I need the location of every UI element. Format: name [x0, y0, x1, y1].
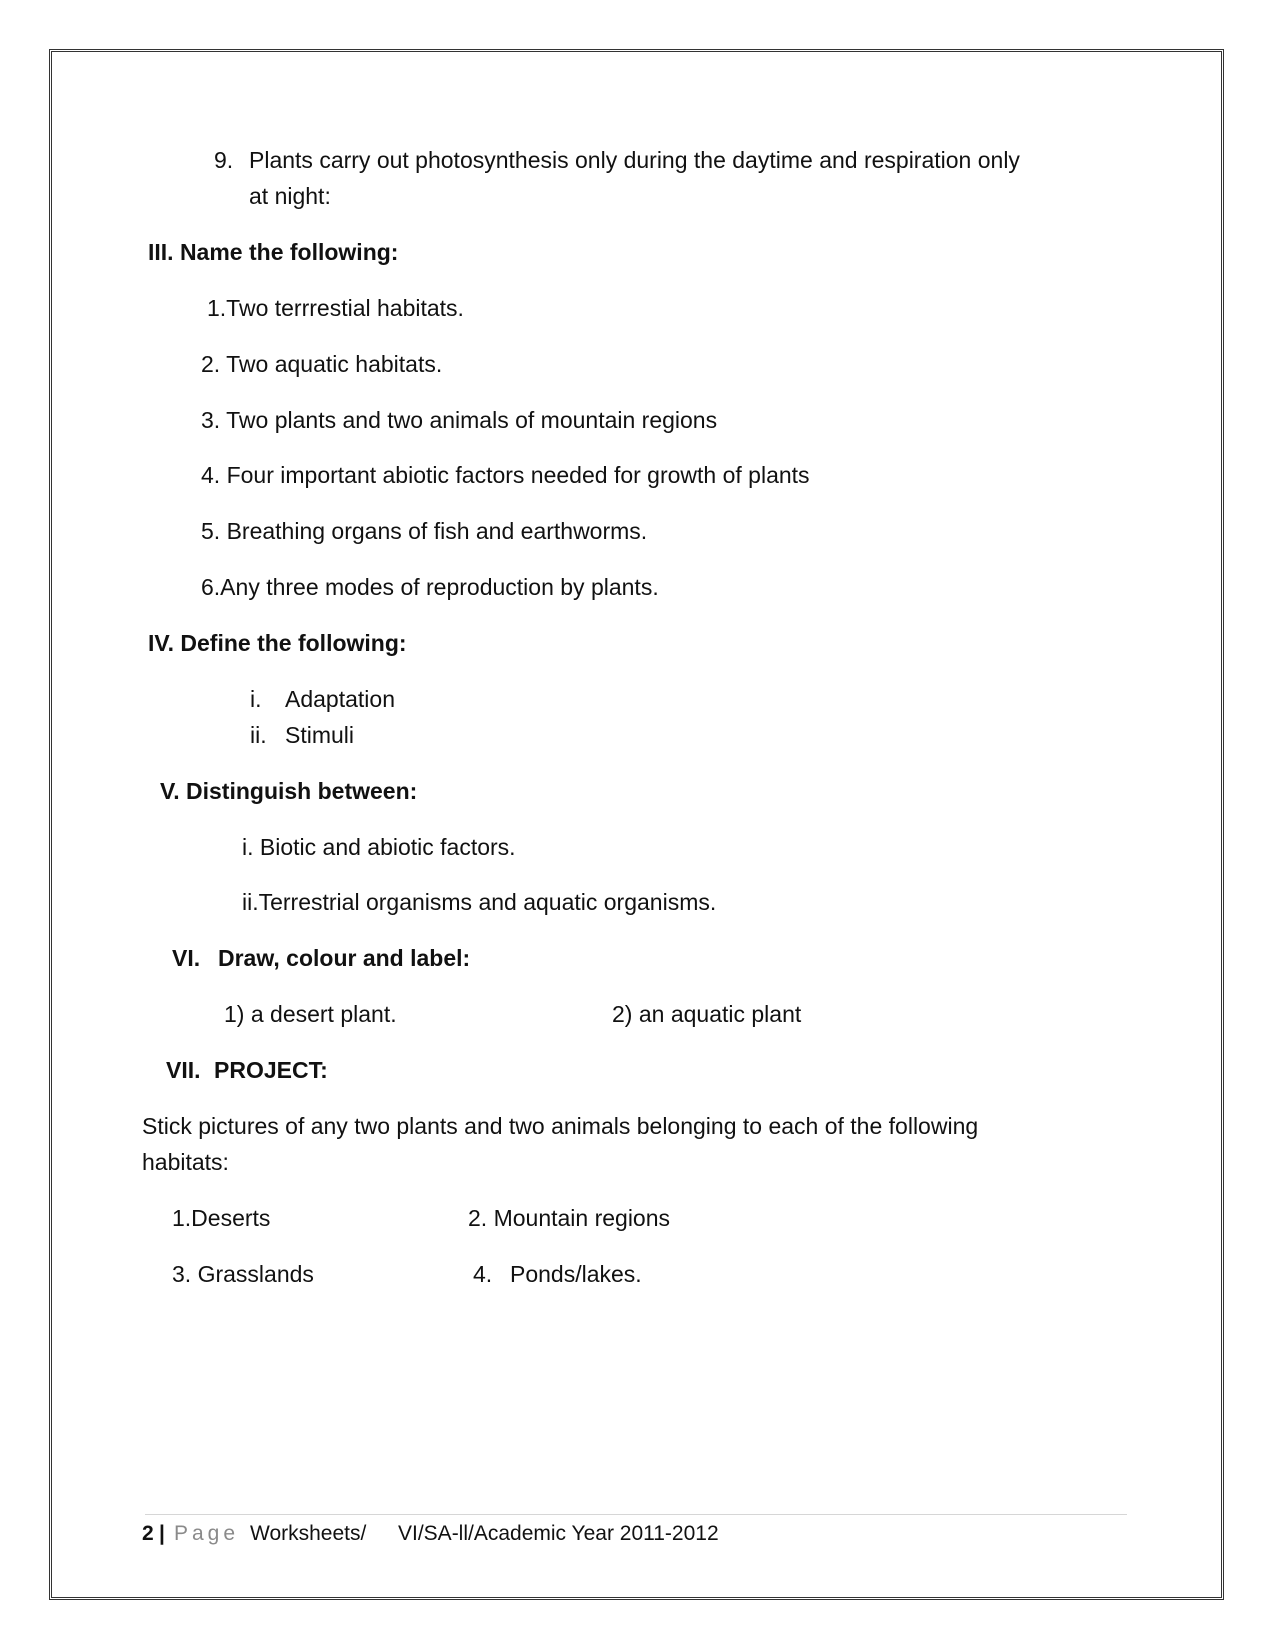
- section3-item-6: 6.Any three modes of reproduction by plants.: [201, 574, 659, 600]
- section5-item-1: i. Biotic and abiotic factors.: [242, 834, 516, 860]
- q9-text-line2: at night:: [249, 183, 331, 209]
- section7-item-4-number: 4.: [473, 1261, 493, 1287]
- footer-worksheets: Worksheets/: [250, 1522, 367, 1545]
- section7-item-4-text: Ponds/lakes.: [510, 1261, 642, 1287]
- section7-item-3: 3. Grasslands: [172, 1261, 314, 1287]
- footer-rule: [145, 1514, 1127, 1515]
- section3-heading: III. Name the following:: [148, 239, 399, 265]
- section7-heading: PROJECT:: [214, 1057, 328, 1083]
- section7-text-line1: Stick pictures of any two plants and two animals belonging to each of the following: [142, 1113, 979, 1139]
- footer-separator: |: [159, 1522, 165, 1545]
- section6-item-1: 1) a desert plant.: [224, 1001, 397, 1027]
- section3-item-4: 4. Four important abiotic factors needed for growth of plants: [201, 462, 810, 488]
- section7-number: VII.: [166, 1057, 201, 1083]
- section7-text-line2: habitats:: [142, 1149, 229, 1175]
- section6-number: VI.: [172, 945, 201, 971]
- section4-item-2-number: ii.: [250, 722, 267, 748]
- footer-academic-year: VI/SA-ll/Academic Year 2011-2012: [398, 1522, 719, 1545]
- section6-heading: Draw, colour and label:: [218, 945, 471, 971]
- section7-item-2: 2. Mountain regions: [468, 1205, 671, 1231]
- section4-item-1-text: Adaptation: [285, 686, 395, 712]
- section3-item-5: 5. Breathing organs of fish and earthworms.: [201, 518, 648, 544]
- section7-item-1: 1.Deserts: [172, 1205, 271, 1231]
- q9-text-line1: Plants carry out photosynthesis only during the daytime and respiration only: [249, 147, 1020, 173]
- footer-page-number: 2: [142, 1522, 154, 1545]
- section4-heading: IV. Define the following:: [148, 630, 407, 656]
- section3-item-2: 2. Two aquatic habitats.: [201, 351, 443, 377]
- section5-item-2: ii.Terrestrial organisms and aquatic organisms.: [242, 889, 717, 915]
- q9-number: 9.: [214, 147, 234, 173]
- section4-item-1-number: i.: [250, 686, 262, 712]
- footer-page-label: Page: [174, 1522, 240, 1545]
- section6-item-2: 2) an aquatic plant: [612, 1001, 802, 1027]
- section3-item-3: 3. Two plants and two animals of mountain regions: [201, 407, 718, 433]
- section3-item-1: 1.Two terrrestial habitats.: [207, 295, 464, 321]
- page-border: [49, 49, 1224, 1600]
- section4-item-2-text: Stimuli: [285, 722, 355, 748]
- section5-heading: V. Distinguish between:: [160, 778, 418, 804]
